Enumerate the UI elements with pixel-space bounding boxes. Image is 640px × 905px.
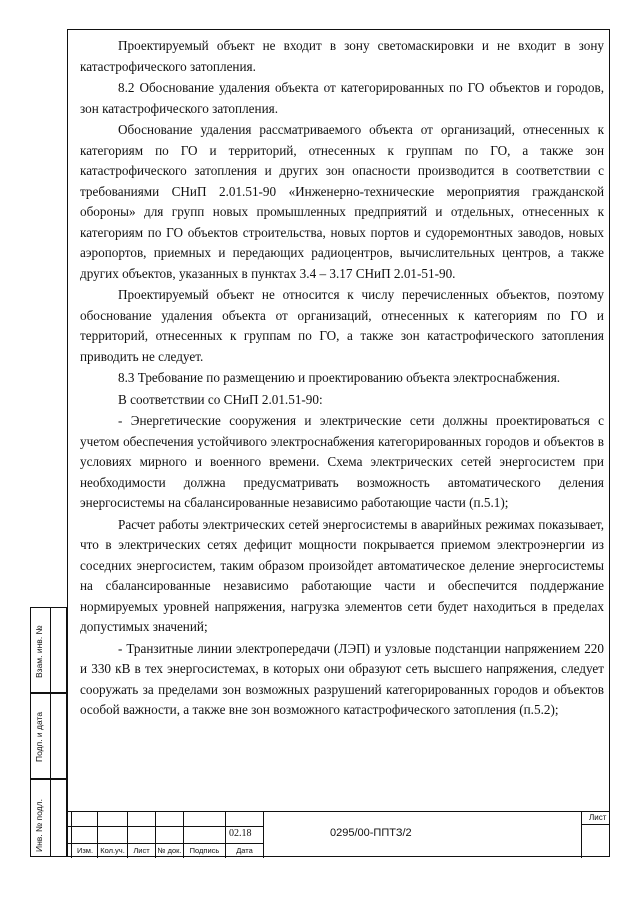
paragraph: 8.2 Обоснование удаления объекта от категорированных по ГО объектов и городов, зон катастрофического затопления.: [80, 80, 604, 116]
sheet-label: Лист: [589, 813, 607, 822]
col-n-dok: № док.: [157, 846, 182, 855]
col-izm: Изм.: [76, 846, 94, 855]
document-code: 0295/00-ППТЗ/2: [330, 827, 412, 839]
side-label-inv: Инв. № подл.: [34, 799, 44, 852]
paragraph: Расчет работы электрических сетей энергосистемы в аварийных режимах показывает, что в электрических сетях дефицит мощности покрывается приемом электроэнергии из соседних энергосистем, таким образом произойдет автоматическое деление энергосистемы на сбалансированные независимо работающие части и обеспечится поддержание нормируемых уровней напряжения, нагрузка элементов сети будет находиться в пределах допустимых значений;: [80, 516, 604, 634]
side-label-vzam: Взам. инв. №: [34, 625, 44, 678]
paragraph: Проектируемый объект не относится к числу перечисленных объектов, поэтому обоснование удаления объекта от организаций, отнесенных к категориям по ГО и территорий, отнесенных к группам по ГО, а также зон катастрофического затопления приводить не следует.: [80, 287, 604, 364]
date-value: 02.18: [229, 828, 252, 839]
document-body: [80, 36, 604, 721]
paragraph: В соответствии со СНиП 2.01.51-90:: [118, 391, 323, 407]
paragraph: - Транзитные линии электропередачи (ЛЭП) и узловые подстанции напряжением 220 и 330 кВ в тех энергосистемах, в которых они образуют сеть высшего напряжения, следует сооружать за пределами зон возможных разрушений категорированных городов и объектов особой важности, а также вне зон возможного катастрофического затопления (п.5.2);: [80, 640, 604, 717]
col-kol-uch: Кол.уч.: [100, 846, 125, 855]
col-podpis: Подпись: [189, 846, 220, 855]
col-list: Лист: [133, 846, 150, 855]
paragraph: 8.3 Требование по размещению и проектированию объекта электроснабжения.: [118, 370, 561, 385]
side-label-podp: Подп. и дата: [34, 711, 44, 762]
col-data: Дата: [236, 846, 253, 855]
side-stamp-divider: [50, 607, 51, 857]
paragraph: - Энергетические сооружения и электрические сети должны проектироваться с учетом обеспечения устойчивого электроснабжения категорированных городов и объектов в условиях мирного и военного времени. Схема электрических сетей энергосистем при необходимости должна предусматривать возможность автоматического деления энергосистемы на сбалансированные независимо работающие части (п.5.1);: [80, 413, 604, 510]
paragraph: Обоснование удаления рассматриваемого объекта от организаций, отнесенных к категориям по ГО и территорий, отнесенных к группам по ГО, а также зон катастрофического затопления и других зон опасности производится в соответствии с требованиями СНиП 2.01.51-90 «Инженерно-технические мероприятия гражданской обороны» для групп новых промышленных предприятий и отдельных, отнесенных к категориям по ГО объектов строительства, новых портов и судоремонтных заводов, новых аэропортов, приемных и передающих радиоцентров, вычислительных центров, а также других объектов, указанных в пунктах 3.4 – 3.17 СНиП 2.01-51-90.: [80, 122, 604, 281]
paragraph: Проектируемый объект не входит в зону светомаскировки и не входит в зону катастрофического затопления.: [80, 38, 604, 74]
